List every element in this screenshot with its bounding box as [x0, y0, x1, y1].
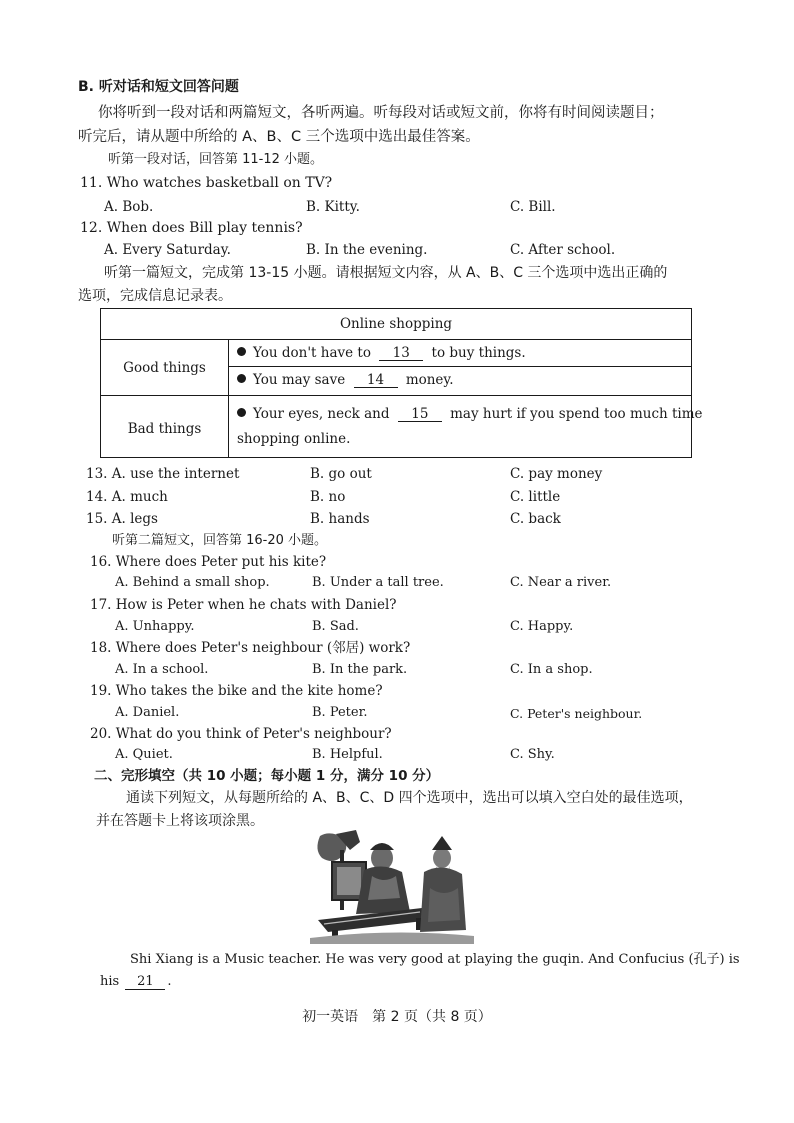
blank-14[interactable]: 14	[354, 373, 398, 388]
q15-option-a[interactable]: 15. A. legs	[86, 511, 158, 527]
bullet-icon	[237, 347, 246, 356]
passage1-header-line2: 选项，完成信息记录表。	[78, 288, 232, 304]
section-instructions-line1: 你将听到一段对话和两篇短文，各听两遍。听每段对话或短文前，你将有时间阅读题目；	[98, 105, 664, 121]
bullet-icon	[237, 374, 246, 383]
q12-stem: 12. When does Bill play tennis?	[80, 220, 303, 236]
section-instructions-line2: 听完后，请从题中所给的 A、B、C 三个选项中选出最佳答案。	[78, 129, 480, 145]
bad-things-label: Bad things	[127, 421, 202, 437]
q19-option-c[interactable]: C. Peter's neighbour.	[510, 706, 643, 721]
table-title: Online shopping	[339, 316, 453, 332]
cloze-heading: 二、完形填空（共 10 小题；每小题 1 分，满分 10 分）	[94, 768, 440, 784]
q18-option-a[interactable]: A. In a school.	[115, 662, 209, 677]
q13-option-c[interactable]: C. pay money	[510, 466, 603, 482]
q13-option-b[interactable]: B. go out	[310, 466, 372, 482]
q18-option-c[interactable]: C. In a shop.	[510, 662, 593, 677]
bullet-icon	[237, 408, 246, 417]
table-row-13: You don't have to 13 to buy things.	[237, 344, 526, 362]
q16-option-c[interactable]: C. Near a river.	[510, 575, 612, 590]
q17-option-c[interactable]: C. Happy.	[510, 619, 574, 634]
table-row-15-line2: shopping online.	[237, 431, 351, 447]
guqin-teacher-illustration	[310, 828, 474, 944]
q17-option-a[interactable]: A. Unhappy.	[115, 619, 195, 634]
q19-option-a[interactable]: A. Daniel.	[115, 705, 180, 720]
q11-option-c[interactable]: C. Bill.	[510, 199, 556, 215]
q14-option-a[interactable]: 14. A. much	[86, 489, 168, 505]
q14-option-c[interactable]: C. little	[510, 489, 561, 505]
q15-option-c[interactable]: C. back	[510, 511, 561, 527]
cloze-instructions-line1: 通读下列短文，从每题所给的 A、B、C、D 四个选项中，选出可以填入空白处的最佳选项，	[126, 790, 693, 806]
passage1-header-line1: 听第一篇短文，完成第 13-15 小题。请根据短文内容，从 A、B、C 三个选项中选出正确的	[104, 265, 668, 281]
q19-option-b[interactable]: B. Peter.	[312, 705, 368, 720]
q20-stem: 20. What do you think of Peter's neighbour?	[90, 726, 392, 742]
q16-option-a[interactable]: A. Behind a small shop.	[115, 575, 270, 590]
q20-option-c[interactable]: C. Shy.	[510, 747, 555, 762]
blank-15[interactable]: 15	[398, 407, 442, 422]
q16-stem: 16. Where does Peter put his kite?	[90, 554, 327, 570]
passage2-header: 听第二篇短文，回答第 16-20 小题。	[112, 533, 328, 548]
q18-option-b[interactable]: B. In the park.	[312, 662, 408, 677]
blank-21[interactable]: 21	[125, 975, 165, 990]
cloze-instructions-line2: 并在答题卡上将该项涂黑。	[96, 813, 264, 829]
section-heading: B. 听对话和短文回答问题	[78, 79, 239, 95]
dialogue1-header: 听第一段对话，回答第 11-12 小题。	[108, 152, 324, 167]
table-row-14: You may save 14 money.	[237, 371, 454, 389]
passage-line2: his 21 .	[100, 974, 172, 989]
page-footer: 初一英语 第 2 页（共 8 页）	[302, 1009, 492, 1025]
table-row-15: Your eyes, neck and 15 may hurt if you spend too much time	[237, 405, 703, 423]
q12-option-a[interactable]: A. Every Saturday.	[104, 242, 231, 258]
q13-option-a[interactable]: 13. A. use the internet	[86, 466, 240, 482]
q11-option-b[interactable]: B. Kitty.	[306, 199, 360, 215]
q17-stem: 17. How is Peter when he chats with Daniel?	[90, 597, 397, 613]
q12-option-c[interactable]: C. After school.	[510, 242, 616, 258]
q15-option-b[interactable]: B. hands	[310, 511, 370, 527]
q16-option-b[interactable]: B. Under a tall tree.	[312, 575, 444, 590]
online-shopping-table	[100, 308, 703, 458]
q18-stem: 18. Where does Peter's neighbour (邻居) work?	[90, 640, 411, 656]
q20-option-b[interactable]: B. Helpful.	[312, 747, 383, 762]
q19-stem: 19. Who takes the bike and the kite home?	[90, 683, 383, 699]
passage-line1: Shi Xiang is a Music teacher. He was very good at playing the guqin. And Confucius (孔子) is	[130, 952, 740, 967]
q11-stem: 11. Who watches basketball on TV?	[80, 175, 333, 191]
q17-option-b[interactable]: B. Sad.	[312, 619, 359, 634]
q11-option-a[interactable]: A. Bob.	[104, 199, 154, 215]
q14-option-b[interactable]: B. no	[310, 489, 346, 505]
good-things-label: Good things	[123, 360, 206, 376]
blank-13[interactable]: 13	[379, 346, 423, 361]
q20-option-a[interactable]: A. Quiet.	[115, 747, 173, 762]
q12-option-b[interactable]: B. In the evening.	[306, 242, 428, 258]
